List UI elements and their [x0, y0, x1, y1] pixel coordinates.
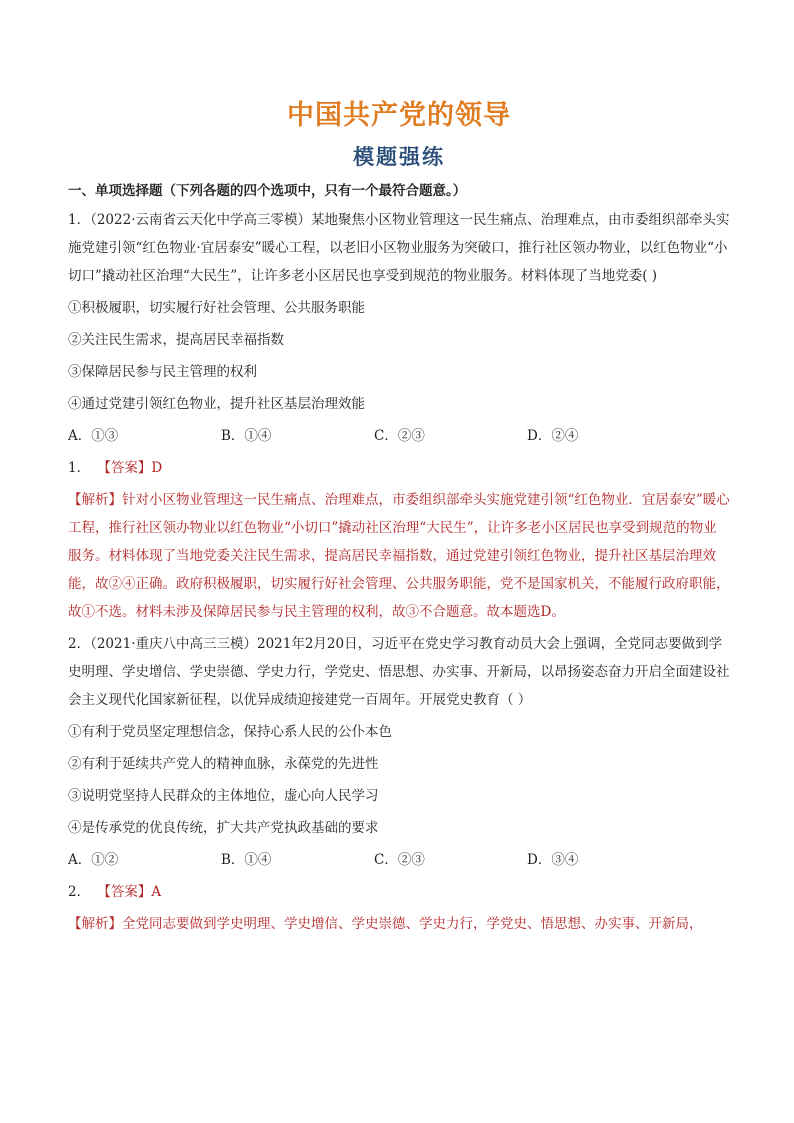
option-b: B．①④: [221, 852, 272, 868]
option-d: D．②④: [527, 428, 579, 444]
question-1-answer: [68, 454, 730, 482]
question-2-item-4: ④是传承党的优良传统，扩大共产党执政基础的要求: [68, 820, 379, 836]
question-1-stem: 1．（2022·云南省云天化中学高三零模）某地聚焦小区物业管理这一民生痛点、治理难点，由市委组织部牵头实施党建引领“红色物业·宜居泰安”暖心工程，以老旧小区物业服务为突破口，推行社区领办物业，以红色物业“小切口”撬动社区治理“大民生”，让许多老小区居民也享受到规范的物业服务。材料体现了当地党委( ): [68, 212, 730, 284]
option-c: C．②③: [374, 852, 425, 868]
question-2-item-3: ③说明党坚持人民群众的主体地位，虚心向人民学习: [68, 788, 379, 804]
option-c: C．②③: [374, 428, 425, 444]
question-2-answer: [68, 878, 730, 906]
option-b: B．①④: [221, 428, 272, 444]
section-heading: 一、单项选择题（下列各题的四个选项中，只有一个最符合题意。）: [68, 183, 467, 199]
option-a: A．①②: [68, 852, 119, 868]
answer-text: 【答案】A: [104, 884, 162, 900]
page-title: 中国共产党的领导: [287, 100, 511, 131]
question-2-analysis: 【解析】全党同志要做到学史明理、学史增信、学史崇德、学史力行，学党史、悟思想、办实事、开新局，: [68, 916, 703, 932]
question-2-options: [68, 846, 730, 874]
question-1-options: [68, 422, 730, 450]
question-1-item-1: ①积极履职，切实履行好社会管理、公共服务职能: [68, 300, 365, 316]
question-1-item-2: ②关注民生需求，提高居民幸福指数: [68, 332, 284, 348]
option-d: D．③④: [527, 852, 579, 868]
document-content: [68, 98, 730, 938]
question-2-item-1: ①有利于党员坚定理想信念，保持心系人民的公仆本色: [68, 724, 392, 740]
page-subtitle: 模题强练: [353, 145, 445, 169]
answer-number: 2．: [68, 884, 91, 900]
option-a: A．①③: [68, 428, 119, 444]
question-1-analysis: 【解析】针对小区物业管理这一民生痛点、治理难点，市委组织部牵头实施党建引领“红色物业．宜居泰安”暖心工程，推行社区领办物业以红色物业“小切口”撬动社区治理“大民生”，让许多老小区居民也享受到规范的物业服务。材料体现了当地党委关注民生需求，提高居民幸福指数，通过党建引领红色物业，提升社区基层治理效能，故②④正确。政府积极履职，切实履行好社会管理、公共服务职能，党不是国家机关，不能履行政府职能，故①不选。材料未涉及保障居民参与民主管理的权利，故③不合题意。故本题选D。: [68, 492, 730, 620]
question-1-item-3: ③保障居民参与民主管理的权利: [68, 364, 257, 380]
answer-number: 1．: [68, 460, 91, 476]
question-2-item-2: ②有利于延续共产党人的精神血脉，永葆党的先进性: [68, 756, 379, 772]
question-2-stem: 2．（2021·重庆八中高三三模）2021年2月20日，习近平在党史学习教育动员大会上强调，全党同志要做到学史明理、学史增信、学史崇德、学史力行，学党史、悟思想、办实事、开新局，以昂扬姿态奋力开启全面建设社会主义现代化国家新征程，以优异成绩迎接建党一百周年。开展党史教育（ ）: [68, 636, 730, 708]
answer-text: 【答案】D: [104, 460, 163, 476]
question-1-item-4: ④通过党建引领红色物业，提升社区基层治理效能: [68, 396, 365, 412]
